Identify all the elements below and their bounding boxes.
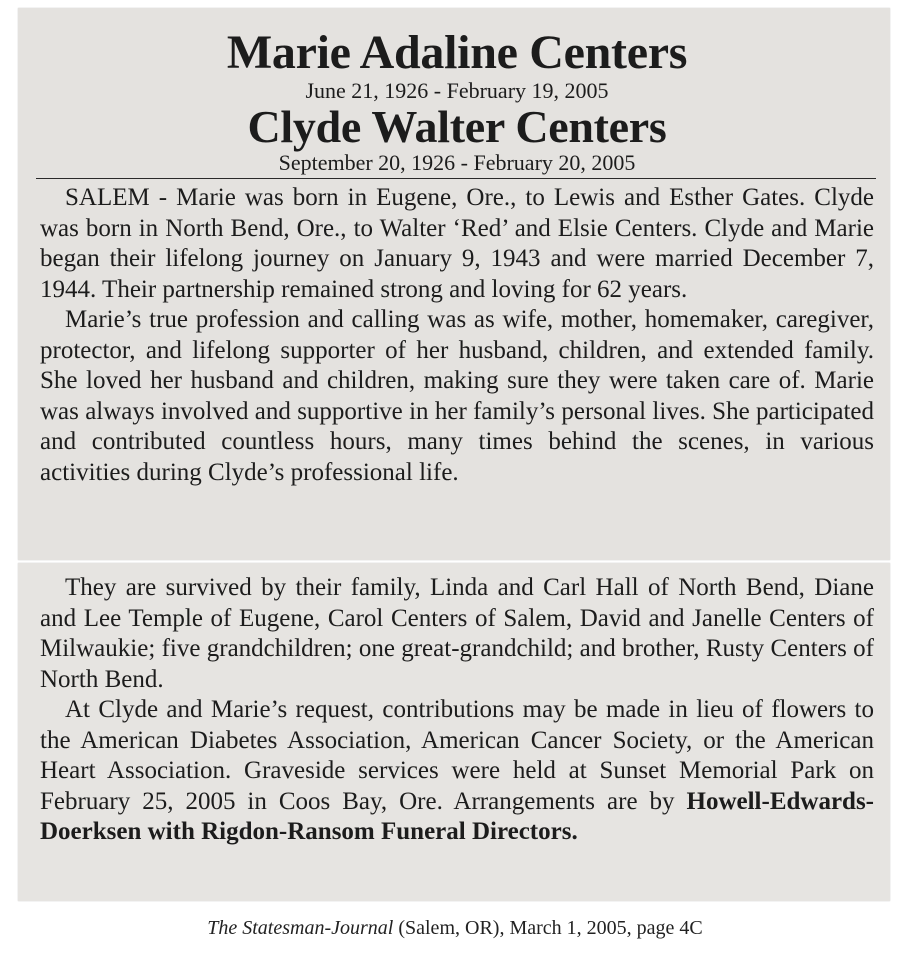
header-divider	[36, 178, 876, 179]
obituary-paragraph-services	[40, 695, 874, 848]
obituary-name-marie: Marie Adaline Centers	[226, 26, 688, 79]
obituary-paragraph-profession: Marie’s true profession and calling was as wife, mother, homemaker, caregiver, protector, and lifelong supporter of her husband, children, and extended family. She loved her husband and children, making sure they were taken care of. Marie was always involved and supportive in her family’s personal lives. She participated and contributed countless hours, many times behind the scenes, in various activities during Clyde’s professional life.	[40, 306, 874, 486]
obituary-name-clyde: Clyde Walter Centers	[247, 101, 667, 152]
obituary-paragraph-birth: SALEM - Marie was born in Eugene, Ore., to Lewis and Esther Gates. Clyde was born in North Bend, Ore., to Walter ‘Red’ and Elsie Centers. Clyde and Marie began their lifelong journey on January 9, 1943 and were married December 7, 1944. Their partnership remained strong and loving for 62 years.	[40, 184, 874, 303]
obituary-clipping-bottom	[18, 563, 890, 901]
caption-publication: The Statesman-Journal	[207, 917, 394, 939]
funeral-home-name: Howell-Edwards-Doerksen with Rigdon-Ransom Funeral Directors	[40, 787, 874, 845]
caption-details: (Salem, OR), March 1, 2005, page 4C	[393, 917, 703, 939]
obituary-dates-marie: June 21, 1926 - February 19, 2005	[305, 78, 609, 103]
source-caption	[0, 914, 910, 942]
obituary-dates-clyde: September 20, 1926 - February 20, 2005	[278, 150, 636, 175]
obituary-clipping-top	[18, 8, 890, 560]
obituary-paragraph-survivors: They are survived by their family, Linda and Carl Hall of North Bend, Diane and Lee Temple of Eugene, Carol Centers of Salem, David and Janelle Centers of Milwaukie; five grandchildren; one great-grandchild; and brother, Rusty Centers of North Bend.	[40, 574, 874, 693]
services-end: .	[571, 818, 578, 845]
services-text: At Clyde and Marie’s request, contributions may be made in lieu of flowers to the American Diabetes Association, American Cancer Society, or the American Heart Association. Graveside services were held at Sunset Memorial Park on February 25, 2005 in Coos Bay, Ore. Arrangements are by	[40, 696, 874, 815]
